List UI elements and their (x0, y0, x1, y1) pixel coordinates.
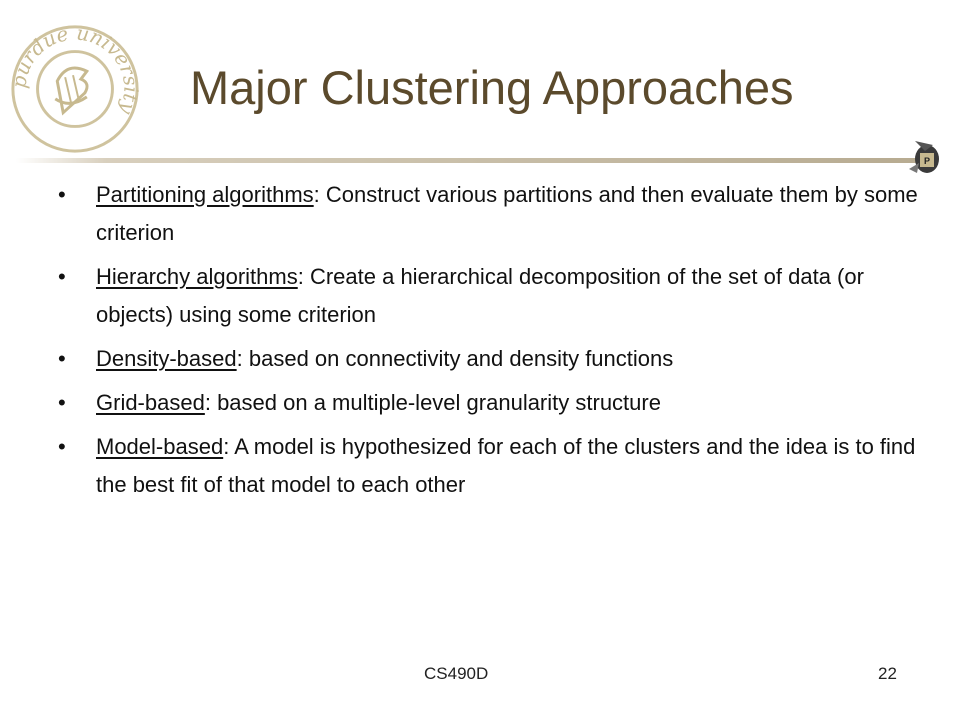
bullet-marker: • (58, 264, 66, 289)
slide-number: 22 (878, 664, 897, 683)
slide-title: Major Clustering Approaches (190, 61, 794, 114)
purdue-pete-icon (905, 135, 945, 177)
bullet-marker: • (58, 182, 66, 207)
bullet-term: Partitioning algorithms (96, 182, 314, 207)
list-item (58, 428, 918, 504)
bullet-text: : Create a hierarchical decomposition of the set of data (or objects) using some criterion (96, 264, 864, 327)
purdue-seal-logo (6, 20, 144, 158)
bullet-marker: • (58, 434, 66, 459)
footer-course: CS490D (424, 664, 489, 683)
bullet-term: Model-based (96, 434, 224, 459)
bullet-text: : A model is hypothesized for each of the clusters and the idea is to find the best fit of that model to each other (96, 434, 916, 497)
list-item (58, 258, 918, 334)
svg-text:purdue university: purdue university (7, 21, 143, 118)
bullet-text: : Construct various partitions and then evaluate them by some criterion (96, 182, 918, 245)
bullet-term: Hierarchy algorithms (96, 264, 298, 289)
bullet-text: : based on connectivity and density functions (236, 346, 674, 371)
bullet-term: Grid-based (96, 390, 205, 415)
bullet-marker: • (58, 346, 66, 371)
svg-text:P: P (923, 156, 931, 166)
list-item (58, 384, 918, 422)
list-item (58, 340, 918, 378)
bullet-text: : based on a multiple-level granularity structure (204, 390, 661, 415)
list-item (58, 176, 918, 252)
bullet-term: Density-based (96, 346, 237, 371)
title-divider (16, 158, 918, 163)
bullet-list (58, 176, 918, 510)
bullet-marker: • (58, 390, 66, 415)
